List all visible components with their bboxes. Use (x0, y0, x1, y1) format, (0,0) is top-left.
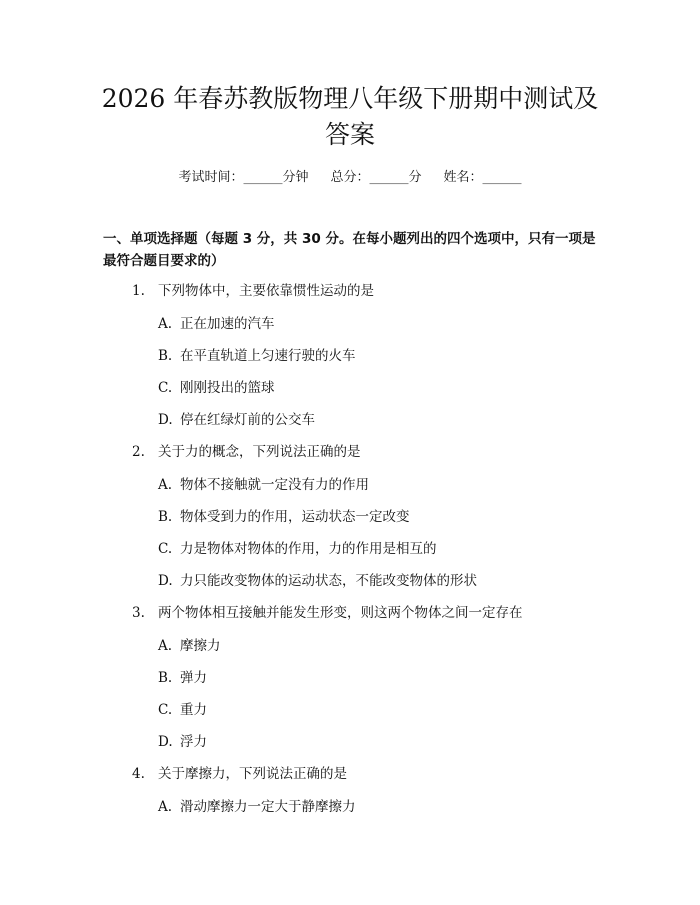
option-text: 摩擦力 (180, 638, 221, 654)
option-3d (158, 732, 207, 752)
question-2 (132, 442, 361, 462)
option-text: 滑动摩擦力一定大于静摩擦力 (180, 799, 356, 815)
option-text: 物体不接触就一定没有力的作用 (180, 477, 369, 493)
option-text: 浮力 (180, 734, 207, 750)
question-text: 关于摩擦力，下列说法正确的是 (158, 766, 347, 782)
option-letter: B. (158, 670, 173, 686)
question-number: 1. (132, 283, 145, 299)
option-text: 停在红绿灯前的公交车 (180, 412, 315, 428)
option-2a (158, 475, 369, 495)
question-4 (132, 764, 347, 784)
option-3b (158, 668, 207, 688)
time-blank: ______ (243, 170, 283, 185)
option-1c (158, 378, 275, 398)
option-letter: A. (158, 799, 173, 815)
time-unit: 分钟 (282, 170, 309, 185)
option-letter: A. (158, 638, 173, 654)
name-blank: ______ (482, 170, 522, 185)
score-blank: ______ (369, 170, 409, 185)
option-letter: D. (158, 734, 173, 750)
question-text: 关于力的概念，下列说法正确的是 (158, 444, 361, 460)
option-2d (158, 571, 477, 591)
question-text: 下列物体中，主要依靠惯性运动的是 (158, 283, 374, 299)
score-unit: 分 (408, 170, 422, 185)
option-4a (158, 797, 356, 817)
option-2c (158, 539, 437, 559)
option-text: 物体受到力的作用，运动状态一定改变 (180, 509, 410, 525)
question-number: 4. (132, 766, 145, 782)
option-letter: A. (158, 316, 173, 332)
time-label: 考试时间： (178, 170, 244, 185)
option-3a (158, 636, 221, 656)
option-letter: C. (158, 541, 173, 557)
option-text: 力只能改变物体的运动状态，不能改变物体的形状 (180, 573, 477, 589)
option-3c (158, 700, 207, 720)
option-2b (158, 507, 410, 527)
option-letter: C. (158, 702, 173, 718)
option-text: 刚刚投出的篮球 (180, 380, 275, 396)
score-label: 总分： (330, 170, 370, 185)
name-label: 姓名： (443, 170, 483, 185)
option-1d (158, 410, 315, 430)
option-1b (158, 346, 356, 366)
option-text: 弹力 (180, 670, 207, 686)
section-heading: 一、单项选择题（每题 3 分，共 30 分。在每小题列出的四个选项中，只有一项是最符合题目要求的） (103, 231, 596, 269)
option-letter: B. (158, 509, 173, 525)
option-text: 在平直轨道上匀速行驶的火车 (180, 348, 356, 364)
option-letter: C. (158, 380, 173, 396)
option-letter: B. (158, 348, 173, 364)
option-letter: D. (158, 573, 173, 589)
question-text: 两个物体相互接触并能发生形变，则这两个物体之间一定存在 (158, 605, 523, 621)
option-letter: A. (158, 477, 173, 493)
option-letter: D. (158, 412, 173, 428)
option-text: 重力 (180, 702, 207, 718)
question-number: 3. (132, 605, 145, 621)
option-text: 正在加速的汽车 (180, 316, 275, 332)
exam-meta-line (0, 169, 700, 187)
question-1 (132, 281, 374, 301)
document-title (70, 81, 630, 153)
option-text: 力是物体对物体的作用，力的作用是相互的 (180, 541, 437, 557)
question-number: 2. (132, 444, 145, 460)
question-3 (132, 603, 523, 623)
title-line-2: 答案 (324, 120, 375, 149)
option-1a (158, 314, 275, 334)
title-line-1: 2026 年春苏教版物理八年级下册期中测试及 (101, 84, 599, 113)
